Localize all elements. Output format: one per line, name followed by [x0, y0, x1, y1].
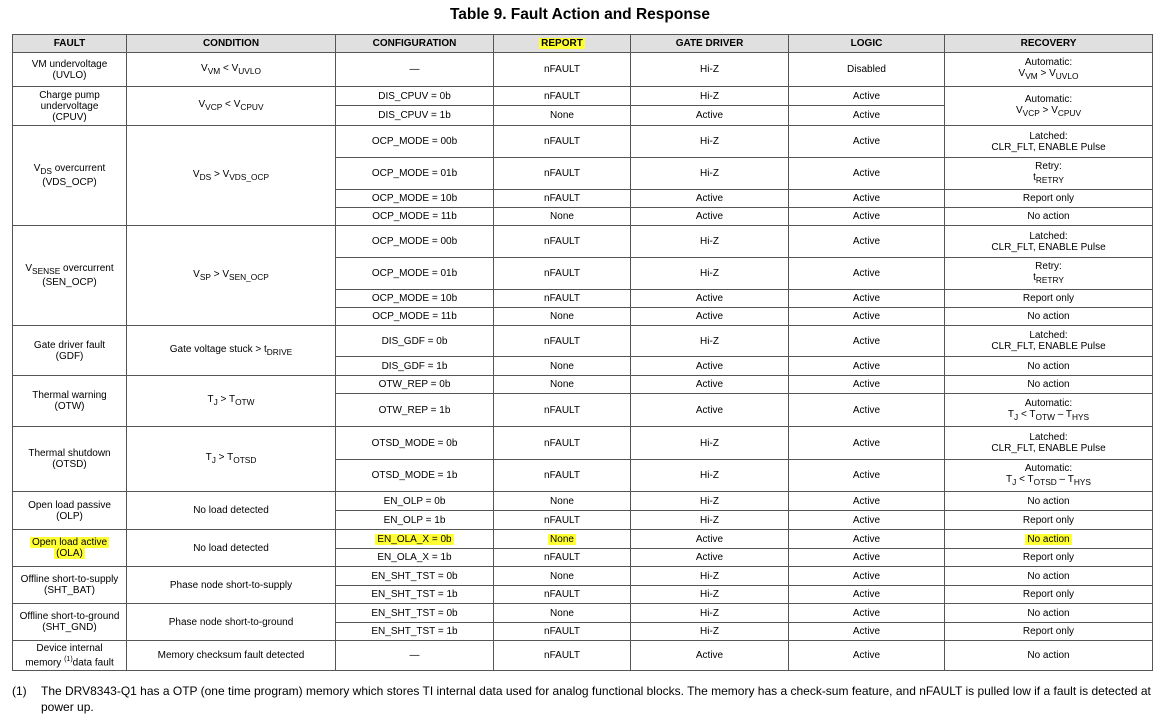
condition-cell: Memory checksum fault detected [127, 641, 336, 671]
condition-cell: $T_J > T_{OTSD}$ [127, 427, 336, 492]
header-condition: CONDITION [127, 35, 336, 53]
logic-cell: Active [789, 586, 945, 604]
recovery-cell: No action [945, 492, 1153, 511]
table-row [13, 326, 1153, 357]
report-cell: None [494, 357, 631, 376]
gate-driver-cell: Hi-Z [631, 586, 789, 604]
recovery-cell: No action [945, 357, 1153, 376]
recovery-cell: Latched: CLR_FLT, ENABLE Pulse [945, 226, 1153, 258]
config-cell: EN_SHT_TST = 1b [336, 623, 494, 641]
config-cell: EN_OLA_X = 0b [336, 530, 494, 549]
report-cell: nFAULT [494, 190, 631, 208]
header-report [494, 35, 631, 53]
report-cell: nFAULT [494, 53, 631, 87]
gate-driver-cell: Hi-Z [631, 492, 789, 511]
report-cell: None [494, 106, 631, 126]
gate-driver-cell: Active [631, 208, 789, 226]
logic-cell: Active [789, 511, 945, 530]
logic-cell: Active [789, 427, 945, 460]
logic-cell: Active [789, 190, 945, 208]
footnote-text: The DRV8343-Q1 has a OTP (one time program) memory which stores TI internal data used for analog functional blocks. The memory has a check-sum feature, and nFAULT is pulled low if a fault is detected at power up. [41, 684, 1151, 714]
gate-driver-cell: Hi-Z [631, 158, 789, 190]
recovery-cell: Automatic: $T_J < T_{OTW} - T_{HYS}$ [945, 394, 1153, 427]
table-row [13, 530, 1153, 549]
recovery-cell: Automatic: $V_{VCP} > V_{CPUV}$ [945, 87, 1153, 126]
config-cell: OTSD_MODE = 0b [336, 427, 494, 460]
table-row [13, 126, 1153, 158]
config-cell: OCP_MODE = 10b [336, 190, 494, 208]
table-row [13, 226, 1153, 258]
fault-cell: Offline short-to-supply (SHT_BAT) [13, 567, 127, 604]
logic-cell: Active [789, 376, 945, 394]
config-cell: OTSD_MODE = 1b [336, 460, 494, 492]
config-cell: OCP_MODE = 00b [336, 226, 494, 258]
logic-cell: Active [789, 226, 945, 258]
recovery-cell: Latched: CLR_FLT, ENABLE Pulse [945, 126, 1153, 158]
fault-cell: Open load passive (OLP) [13, 492, 127, 530]
report-cell: nFAULT [494, 394, 631, 427]
footnote [12, 683, 1152, 715]
table-row [13, 492, 1153, 511]
recovery-cell: No action [945, 604, 1153, 623]
table-row [13, 376, 1153, 394]
gate-driver-cell: Active [631, 376, 789, 394]
fault-action-table [12, 34, 1153, 671]
recovery-cell: No action [945, 308, 1153, 326]
table-row [13, 641, 1153, 671]
logic-cell: Active [789, 623, 945, 641]
config-cell: EN_OLA_X = 1b [336, 549, 494, 567]
report-cell: None [494, 492, 631, 511]
header-report-label: REPORT [541, 38, 583, 49]
report-cell: None [494, 208, 631, 226]
gate-driver-cell: Hi-Z [631, 427, 789, 460]
table-row [13, 604, 1153, 623]
recovery-cell: Retry: $t_{RETRY}$ [945, 158, 1153, 190]
header-logic: LOGIC [789, 35, 945, 53]
logic-cell: Active [789, 106, 945, 126]
report-cell: nFAULT [494, 427, 631, 460]
report-cell: nFAULT [494, 258, 631, 290]
table-row [13, 87, 1153, 106]
gate-driver-cell: Hi-Z [631, 258, 789, 290]
gate-driver-cell: Hi-Z [631, 326, 789, 357]
report-cell: nFAULT [494, 326, 631, 357]
recovery-cell: Report only [945, 290, 1153, 308]
gate-driver-cell: Active [631, 549, 789, 567]
report-cell: None [494, 530, 631, 549]
config-cell: EN_OLP = 0b [336, 492, 494, 511]
config-cell: OCP_MODE = 00b [336, 126, 494, 158]
fault-cell: Offline short-to-ground (SHT_GND) [13, 604, 127, 641]
logic-cell: Active [789, 158, 945, 190]
recovery-cell: Latched: CLR_FLT, ENABLE Pulse [945, 326, 1153, 357]
recovery-cell: No action [945, 530, 1153, 549]
logic-cell: Active [789, 394, 945, 427]
condition-cell: $V_{VCP} < V_{CPUV}$ [127, 87, 336, 126]
fault-cell: Gate driver fault (GDF) [13, 326, 127, 376]
logic-cell: Active [789, 290, 945, 308]
recovery-cell: Report only [945, 623, 1153, 641]
fault-cell: Thermal shutdown (OTSD) [13, 427, 127, 492]
recovery-cell: Report only [945, 549, 1153, 567]
condition-cell: $T_J > T_{OTW}$ [127, 376, 336, 427]
condition-cell: $V_{DS} > V_{VDS\_OCP}$ [127, 126, 336, 226]
recovery-cell: No action [945, 641, 1153, 671]
logic-cell: Active [789, 326, 945, 357]
condition-cell: No load detected [127, 530, 336, 567]
config-cell: OCP_MODE = 01b [336, 158, 494, 190]
recovery-cell: Latched: CLR_FLT, ENABLE Pulse [945, 427, 1153, 460]
logic-cell: Active [789, 87, 945, 106]
report-cell: nFAULT [494, 87, 631, 106]
gate-driver-cell: Hi-Z [631, 511, 789, 530]
report-cell: nFAULT [494, 158, 631, 190]
recovery-cell: Automatic: $V_{VM} > V_{UVLO}$ [945, 53, 1153, 87]
footnote-marker: (1) [12, 684, 27, 698]
condition-cell: Phase node short-to-supply [127, 567, 336, 604]
gate-driver-cell: Hi-Z [631, 126, 789, 158]
table-row [13, 53, 1153, 87]
report-cell: nFAULT [494, 641, 631, 671]
config-cell: OTW_REP = 1b [336, 394, 494, 427]
config-cell: EN_OLP = 1b [336, 511, 494, 530]
config-cell: DIS_CPUV = 1b [336, 106, 494, 126]
recovery-cell: Report only [945, 586, 1153, 604]
fault-cell: Thermal warning (OTW) [13, 376, 127, 427]
logic-cell: Active [789, 208, 945, 226]
gate-driver-cell: Hi-Z [631, 604, 789, 623]
logic-cell: Active [789, 357, 945, 376]
gate-driver-cell: Active [631, 357, 789, 376]
gate-driver-cell: Hi-Z [631, 87, 789, 106]
config-cell: OCP_MODE = 11b [336, 308, 494, 326]
fault-cell: Charge pump undervoltage (CPUV) [13, 87, 127, 126]
report-cell: None [494, 308, 631, 326]
report-cell: nFAULT [494, 623, 631, 641]
header-gate-driver: GATE DRIVER [631, 35, 789, 53]
logic-cell: Active [789, 641, 945, 671]
gate-driver-cell: Active [631, 190, 789, 208]
condition-cell: $V_{SP} > V_{SEN\_OCP}$ [127, 226, 336, 326]
config-cell: EN_SHT_TST = 1b [336, 586, 494, 604]
header-row [13, 35, 1153, 53]
table-title: Table 9. Fault Action and Response [449, 6, 711, 23]
config-cell: EN_SHT_TST = 0b [336, 604, 494, 623]
table-row [13, 567, 1153, 586]
report-cell: None [494, 567, 631, 586]
config-cell: OCP_MODE = 11b [336, 208, 494, 226]
recovery-cell: No action [945, 567, 1153, 586]
header-recovery: RECOVERY [945, 35, 1153, 53]
logic-cell: Active [789, 530, 945, 549]
gate-driver-cell: Hi-Z [631, 623, 789, 641]
recovery-cell: Report only [945, 511, 1153, 530]
logic-cell: Active [789, 604, 945, 623]
logic-cell: Active [789, 126, 945, 158]
report-cell: nFAULT [494, 126, 631, 158]
config-cell: — [336, 641, 494, 671]
gate-driver-cell: Active [631, 290, 789, 308]
header-configuration: CONFIGURATION [336, 35, 494, 53]
fault-cell: $V_{SENSE}$ overcurrent (SEN_OCP) [13, 226, 127, 326]
config-cell: DIS_CPUV = 0b [336, 87, 494, 106]
logic-cell: Disabled [789, 53, 945, 87]
condition-cell: Phase node short-to-ground [127, 604, 336, 641]
fault-cell: Open load active (OLA) [13, 530, 127, 567]
config-cell: DIS_GDF = 1b [336, 357, 494, 376]
logic-cell: Active [789, 492, 945, 511]
condition-cell: $V_{VM} < V_{UVLO}$ [127, 53, 336, 87]
gate-driver-cell: Hi-Z [631, 53, 789, 87]
config-cell: OCP_MODE = 01b [336, 258, 494, 290]
report-cell: nFAULT [494, 511, 631, 530]
gate-driver-cell: Active [631, 308, 789, 326]
recovery-cell: Retry: $t_{RETRY}$ [945, 258, 1153, 290]
logic-cell: Active [789, 258, 945, 290]
report-cell: nFAULT [494, 586, 631, 604]
condition-cell: No load detected [127, 492, 336, 530]
gate-driver-cell: Hi-Z [631, 567, 789, 586]
config-cell: — [336, 53, 494, 87]
fault-cell: $V_{DS}$ overcurrent (VDS_OCP) [13, 126, 127, 226]
gate-driver-cell: Hi-Z [631, 226, 789, 258]
report-cell: nFAULT [494, 226, 631, 258]
report-cell: nFAULT [494, 290, 631, 308]
recovery-cell: No action [945, 376, 1153, 394]
report-cell: nFAULT [494, 460, 631, 492]
config-cell: OCP_MODE = 10b [336, 290, 494, 308]
logic-cell: Active [789, 567, 945, 586]
recovery-cell: Report only [945, 190, 1153, 208]
condition-cell: Gate voltage stuck > $t_{DRIVE}$ [127, 326, 336, 376]
gate-driver-cell: Active [631, 394, 789, 427]
fault-cell: Device internal memory $^{(1)}$data fault [13, 641, 127, 671]
table-row [13, 427, 1153, 460]
recovery-cell: Automatic: $T_J < T_{OTSD} - T_{HYS}$ [945, 460, 1153, 492]
gate-driver-cell: Active [631, 530, 789, 549]
report-cell: None [494, 604, 631, 623]
logic-cell: Active [789, 308, 945, 326]
logic-cell: Active [789, 549, 945, 567]
config-cell: OTW_REP = 0b [336, 376, 494, 394]
recovery-cell: No action [945, 208, 1153, 226]
header-fault: FAULT [13, 35, 127, 53]
gate-driver-cell: Hi-Z [631, 460, 789, 492]
gate-driver-cell: Active [631, 106, 789, 126]
logic-cell: Active [789, 460, 945, 492]
config-cell: EN_SHT_TST = 0b [336, 567, 494, 586]
fault-cell: VM undervoltage (UVLO) [13, 53, 127, 87]
report-cell: nFAULT [494, 549, 631, 567]
report-cell: None [494, 376, 631, 394]
config-cell: DIS_GDF = 0b [336, 326, 494, 357]
gate-driver-cell: Active [631, 641, 789, 671]
